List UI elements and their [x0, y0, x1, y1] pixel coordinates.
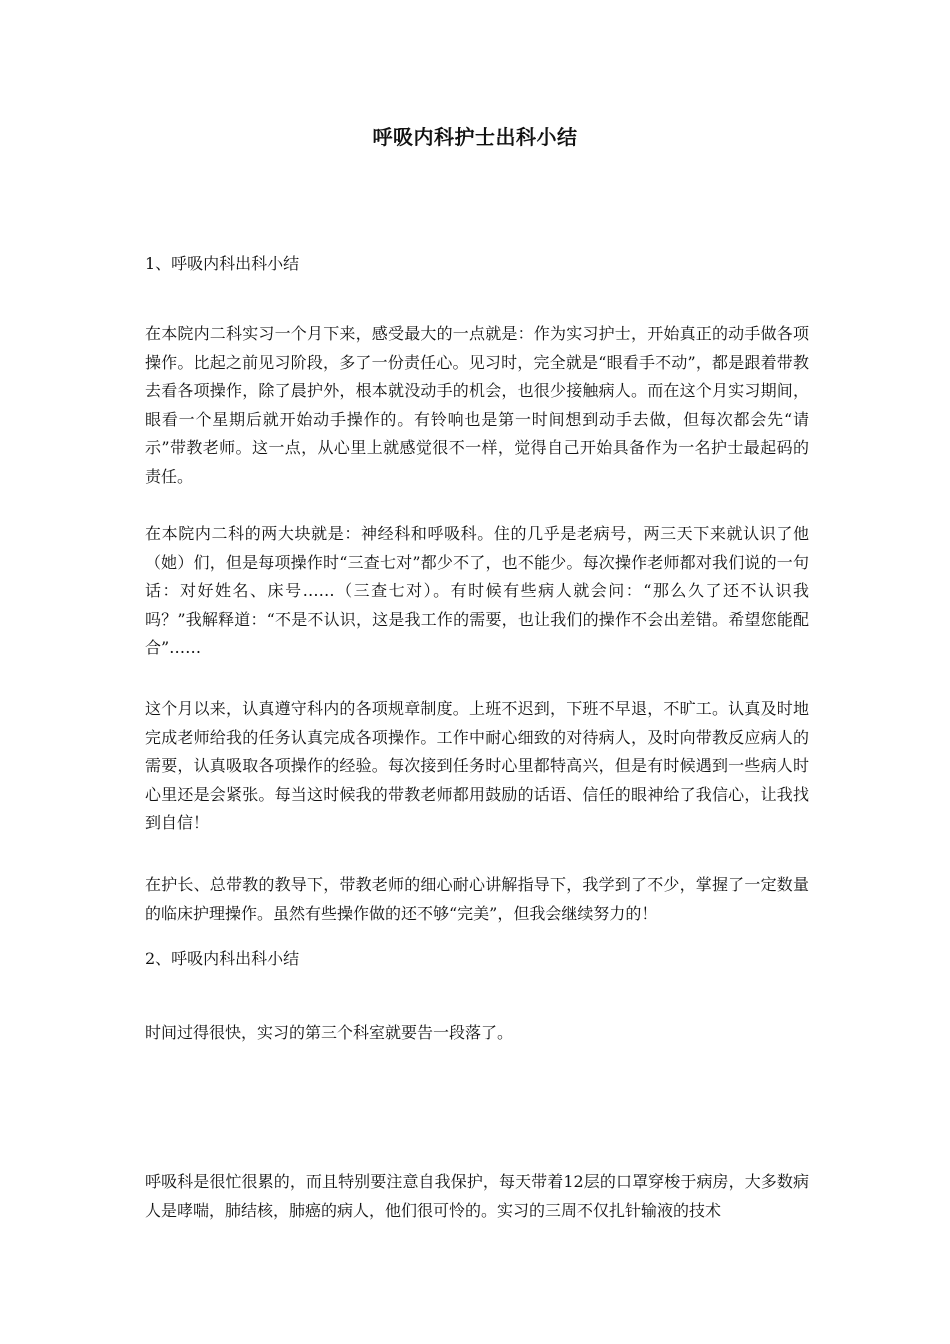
section-1-paragraph-2: 在本院内二科的两大块就是：神经科和呼吸科。住的几乎是老病号，两三天下来就认识了他（她）们，但是每项操作时“三查七对”都少不了，也不能少。每次操作老师都对我们说的一句话：对好姓名、床号……（三查七对）。有时候有些病人就会问：“那么久了还不认识我吗？”我解释道：“不是不认识，这是我工作的需要，也让我们的操作不会出差错。希望您能配合”…… — [145, 524, 809, 657]
section-1-paragraph-4: 在护长、总带教的教导下，带教老师的细心耐心讲解指导下，我学到了不少，掌握了一定数量的临床护理操作。虽然有些操作做的还不够“完美”，但我会继续努力的！ — [145, 875, 809, 923]
section-2-heading: 2、呼吸内科出科小结 — [145, 949, 300, 968]
section-1-paragraph-1: 在本院内二科实习一个月下来，感受最大的一点就是：作为实习护士，开始真正的动手做各项操作。比起之前见习阶段，多了一份责任心。见习时，完全就是“眼看手不动”，都是跟着带教去看各项操作，除了晨护外，根本就没动手的机会，也很少接触病人。而在这个月实习期间，眼看一个星期后就开始动手操作的。有铃响也是第一时间想到动手去做，但每次都会先“请示”带教老师。这一点，从心里上就感觉很不一样，觉得自己开始具备作为一名护士最起码的责任。 — [145, 324, 809, 486]
section-1-paragraph-3: 这个月以来，认真遵守科内的各项规章制度。上班不迟到，下班不早退，不旷工。认真及时地完成老师给我的任务认真完成各项操作。工作中耐心细致的对待病人，及时向带教反应病人的需要，认真吸取各项操作的经验。每次接到任务时心里都特高兴，但是有时候遇到一些病人时心里还是会紧张。每当这时候我的带教老师都用鼓励的话语、信任的眼神给了我信心，让我找到自信！ — [145, 699, 809, 832]
section-2-paragraph-2: 呼吸科是很忙很累的，而且特别要注意自我保护，每天带着12层的口罩穿梭于病房，大多数病人是哮喘，肺结核，肺癌的病人，他们很可怜的。实习的三周不仅扎针输液的技术 — [145, 1172, 809, 1220]
section-1-heading: 1、呼吸内科出科小结 — [145, 254, 300, 273]
section-2-paragraph-1: 时间过得很快，实习的第三个科室就要告一段落了。 — [145, 1023, 514, 1042]
document-title: 呼吸内科护士出科小结 — [372, 125, 578, 149]
